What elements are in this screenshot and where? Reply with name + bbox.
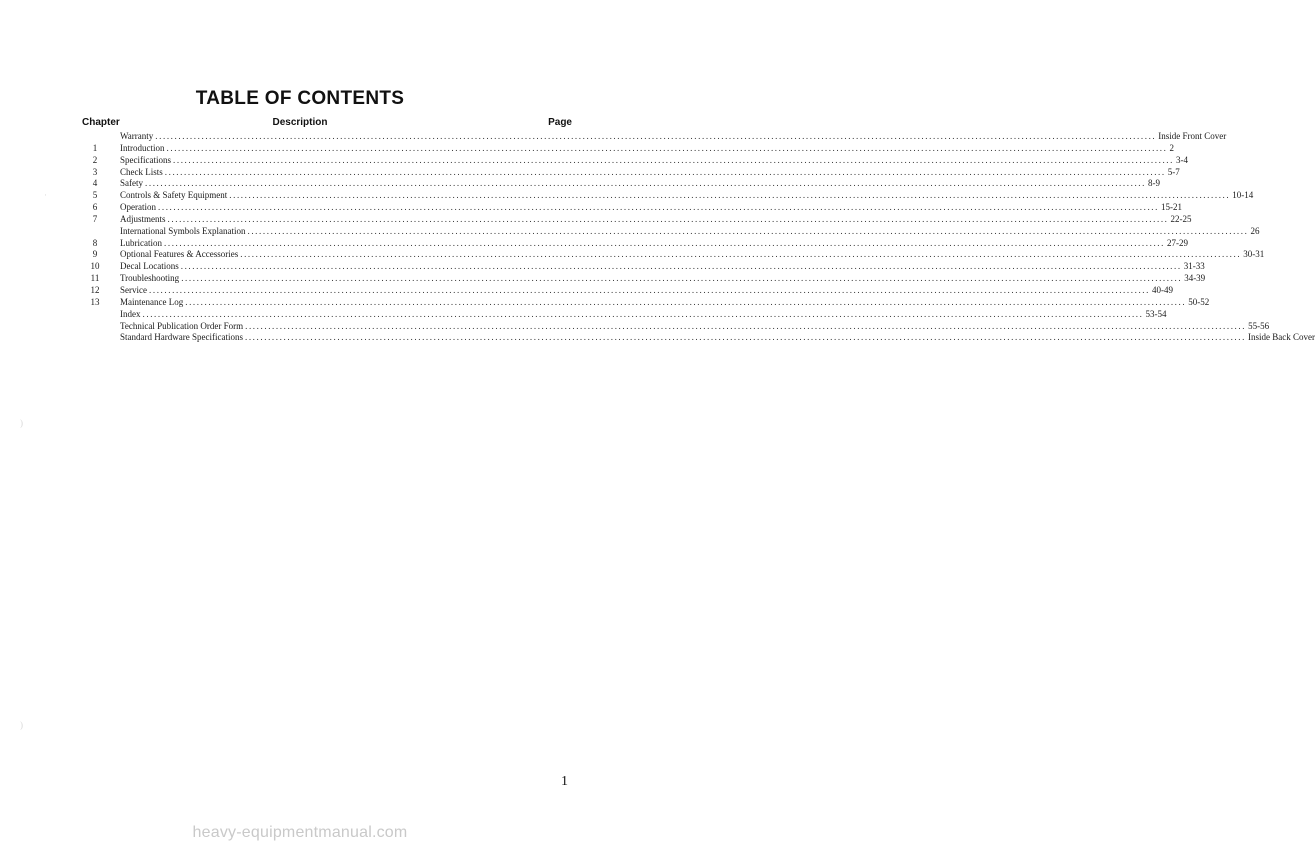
description-column-header: Description xyxy=(272,117,328,128)
toc-description: Maintenance Log xyxy=(120,296,184,307)
toc-description: International Symbols Explanation xyxy=(120,225,246,236)
toc-entry xyxy=(120,284,1173,297)
dot-leader: .................................................................................................................................................................................................................................................................... xyxy=(180,261,1182,272)
toc-description: Specifications xyxy=(120,154,171,165)
toc-row xyxy=(0,225,1260,238)
dot-leader: .................................................................................................................................................................................................................................................................... xyxy=(247,225,1249,236)
toc-row xyxy=(0,261,1205,273)
dot-leader: .................................................................................................................................................................................................................................................................... xyxy=(181,273,1183,284)
toc-page: 8-9 xyxy=(1148,178,1160,189)
dot-leader: .................................................................................................................................................................................................................................................................... xyxy=(166,142,1168,153)
chapter-column-header: Chapter xyxy=(82,117,120,128)
toc-entry xyxy=(120,190,1254,202)
scan-speck: · xyxy=(44,190,47,200)
toc-entry xyxy=(120,237,1188,250)
toc-chapter-number: 4 xyxy=(92,178,98,189)
toc-chapter-number: 9 xyxy=(92,249,98,260)
toc-description: Warranty xyxy=(120,131,154,141)
toc-page: 30-31 xyxy=(1243,249,1265,260)
toc-description: Adjustments xyxy=(120,213,166,224)
toc-page: 22-25 xyxy=(1170,213,1192,224)
dot-leader: .................................................................................................................................................................................................................................................................... xyxy=(229,190,1231,201)
toc-entry xyxy=(120,213,1192,226)
toc-description: Check Lists xyxy=(120,166,163,177)
toc-row xyxy=(0,154,1188,167)
toc-page: 5-7 xyxy=(1167,166,1180,177)
toc-chapter-number: 5 xyxy=(92,190,98,201)
dot-leader: .................................................................................................................................................................................................................................................................... xyxy=(149,284,1150,295)
toc-entry xyxy=(120,202,1182,214)
toc-entry xyxy=(120,154,1188,167)
toc-entry xyxy=(120,166,1180,179)
toc-chapter-number: 10 xyxy=(90,261,100,272)
page-title: TABLE OF CONTENTS xyxy=(195,88,405,109)
toc-row xyxy=(0,332,1315,344)
page-number: 1 xyxy=(561,774,568,789)
toc-page: 55-56 xyxy=(1248,320,1270,331)
dot-leader: .................................................................................................................................................................................................................................................................... xyxy=(240,249,1242,260)
toc-row xyxy=(0,131,1227,143)
toc-row xyxy=(0,308,1167,321)
dot-leader: .................................................................................................................................................................................................................................................................... xyxy=(145,178,1146,189)
toc-description: Operation xyxy=(120,202,156,213)
toc-description: Controls & Safety Equipment xyxy=(120,190,228,201)
toc-description: Decal Locations xyxy=(120,261,179,272)
toc-entry xyxy=(120,142,1174,155)
toc-chapter-number: 2 xyxy=(92,154,98,165)
scan-speck: ) xyxy=(20,418,23,428)
toc-description: Optional Features & Accessories xyxy=(120,249,239,260)
toc-description: Index xyxy=(120,308,141,319)
toc-chapter-number: 8 xyxy=(92,237,98,248)
toc-page: 53-54 xyxy=(1145,308,1167,319)
toc-description: Introduction xyxy=(120,142,165,153)
toc-page: 34-39 xyxy=(1184,273,1206,284)
dot-leader: .................................................................................................................................................................................................................................................................... xyxy=(142,308,1144,319)
toc-page: 10-14 xyxy=(1232,190,1254,201)
toc-row xyxy=(0,296,1210,309)
toc-row xyxy=(0,213,1192,226)
dot-leader: .................................................................................................................................................................................................................................................................... xyxy=(245,320,1247,331)
toc-entry xyxy=(120,178,1160,190)
toc-page: 40-49 xyxy=(1152,284,1173,295)
toc-row xyxy=(0,249,1265,261)
toc-chapter-number: 13 xyxy=(90,296,100,307)
footer-watermark: heavy-equipmentmanual.com xyxy=(192,824,408,841)
toc-row xyxy=(0,237,1188,250)
toc-page: 3-4 xyxy=(1176,154,1188,165)
toc-entry xyxy=(120,225,1260,238)
toc-entry xyxy=(120,320,1270,333)
toc-row xyxy=(0,284,1173,297)
toc-row xyxy=(0,202,1182,214)
toc-page: 27-29 xyxy=(1167,237,1188,248)
toc-page: Inside Front Cover xyxy=(1158,131,1227,141)
toc-description: Standard Hardware Specifications xyxy=(120,332,243,343)
dot-leader: .................................................................................................................................................................................................................................................................... xyxy=(244,332,1246,343)
toc-page: 15-21 xyxy=(1161,202,1182,213)
toc-chapter-number: 3 xyxy=(92,166,98,177)
dot-leader: .................................................................................................................................................................................................................................................................... xyxy=(164,237,1165,248)
toc-row xyxy=(0,190,1254,202)
toc-row xyxy=(0,273,1206,285)
toc-entry xyxy=(120,249,1265,261)
toc-chapter-number: 12 xyxy=(90,284,100,295)
dot-leader: .................................................................................................................................................................................................................................................................... xyxy=(155,131,1157,141)
toc-description: Service xyxy=(120,284,147,295)
toc-row xyxy=(0,320,1270,333)
dot-leader: .................................................................................................................................................................................................................................................................... xyxy=(164,166,1166,177)
toc-list xyxy=(0,131,1315,344)
toc-entry xyxy=(120,273,1206,285)
toc-entry xyxy=(120,131,1227,143)
toc-description: Safety xyxy=(120,178,143,189)
toc-description: Technical Publication Order Form xyxy=(120,320,244,331)
toc-entry xyxy=(120,261,1205,273)
toc-description: Troubleshooting xyxy=(120,273,180,284)
toc-chapter-number: 6 xyxy=(92,202,98,213)
toc-entry xyxy=(120,332,1315,344)
dot-leader: .................................................................................................................................................................................................................................................................... xyxy=(158,202,1159,213)
toc-page: 50-52 xyxy=(1188,296,1210,307)
scan-speck: ) xyxy=(20,720,23,730)
toc-entry xyxy=(120,296,1210,309)
dot-leader: .................................................................................................................................................................................................................................................................... xyxy=(173,154,1174,165)
toc-page: Inside Back Cover xyxy=(1247,332,1315,343)
toc-row xyxy=(0,142,1174,155)
dot-leader: .................................................................................................................................................................................................................................................................... xyxy=(167,213,1169,224)
toc-chapter-number: 7 xyxy=(92,213,98,224)
toc-page: 31-33 xyxy=(1183,261,1205,272)
toc-entry xyxy=(120,308,1167,321)
toc-row xyxy=(0,166,1180,179)
page-column-header: Page xyxy=(548,117,572,128)
toc-chapter-number: 1 xyxy=(92,142,98,153)
toc-page: 2 xyxy=(1169,142,1174,153)
dot-leader: .................................................................................................................................................................................................................................................................... xyxy=(185,296,1187,307)
toc-row xyxy=(0,178,1160,190)
toc-page: 26 xyxy=(1250,225,1260,236)
toc-chapter-number: 11 xyxy=(90,273,100,284)
toc-description: Lubrication xyxy=(120,237,162,248)
